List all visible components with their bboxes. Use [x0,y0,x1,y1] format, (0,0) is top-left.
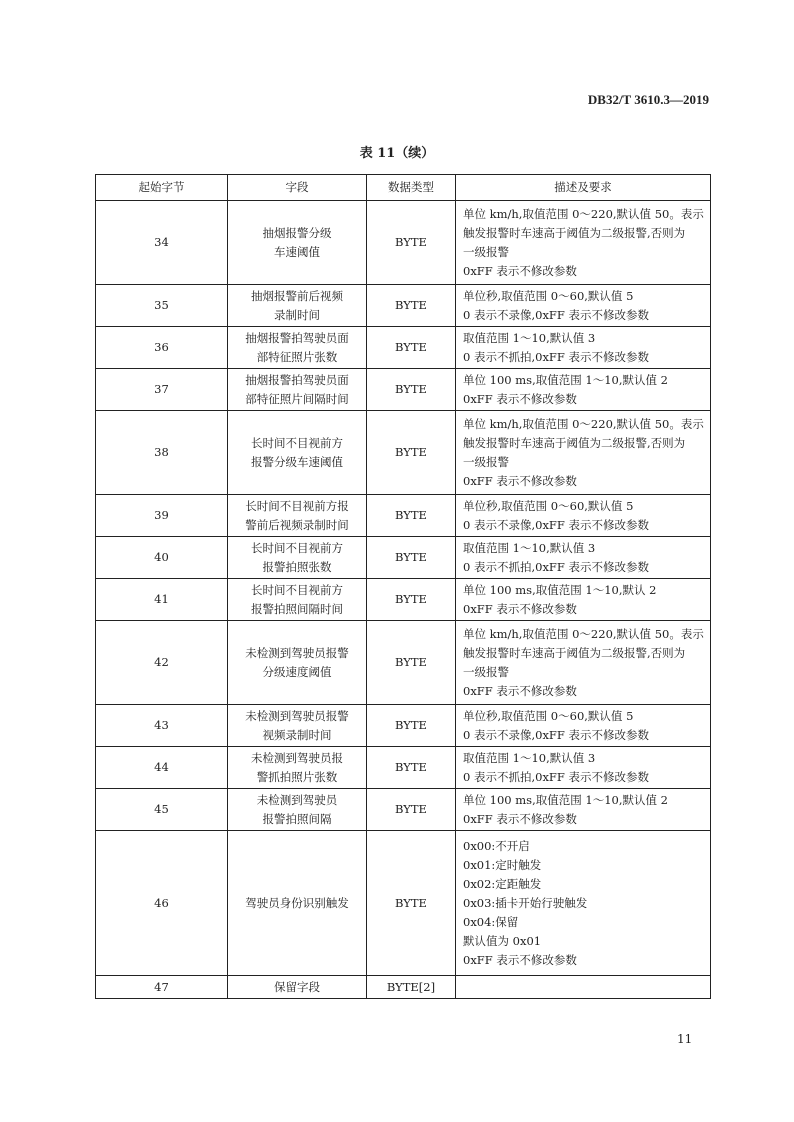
description-line: 0 表示不录像,0xFF 表示不修改参数 [463,727,650,742]
field-cell [228,411,367,495]
field-line: 长时间不目视前方 [251,540,343,555]
table-row [96,705,711,747]
description-cell [456,369,711,411]
start-byte-cell: 47 [96,976,228,999]
field-cell [228,789,367,831]
field-line: 长时间不目视前方 [251,435,343,450]
field-line: 未检测到驾驶员报警 [245,645,349,660]
description-cell [456,495,711,537]
start-byte-cell: 45 [96,789,228,831]
data-type-cell: BYTE [367,579,456,621]
table-row [96,495,711,537]
field-line: 车速阈值 [274,244,320,259]
data-type-cell: BYTE[2] [367,976,456,999]
field-cell [228,537,367,579]
table-row [96,285,711,327]
field-line: 部特征照片间隔时间 [245,391,349,406]
field-line: 未检测到驾驶员报警 [245,708,349,723]
data-type-cell: BYTE [367,411,456,495]
description-cell [456,831,711,976]
field-line: 报警拍照间隔时间 [251,601,343,616]
table-row [96,976,711,999]
start-byte-cell: 44 [96,747,228,789]
field-line: 视频录制时间 [262,727,332,742]
description-line: 单位 100 ms,取值范围 1～10,默认 2 [463,582,657,597]
description-line: 0x04:保留 [463,914,519,929]
description-cell [456,789,711,831]
table-row [96,621,711,705]
description-line: 0 表示不录像,0xFF 表示不修改参数 [463,307,650,322]
description-line: 一级报警 [463,454,509,469]
parameter-table [95,174,711,999]
description-line: 单位 km/h,取值范围 0～220,默认值 50。表示 [463,206,704,221]
field-line: 长时间不目视前方 [251,582,343,597]
description-line: 触发报警时车速高于阈值为二级报警,否则为 [463,435,686,450]
table-row [96,579,711,621]
data-type-cell: BYTE [367,621,456,705]
start-byte-cell: 46 [96,831,228,976]
start-byte-cell: 43 [96,705,228,747]
start-byte-cell: 41 [96,579,228,621]
standard-number: DB32/T 3610.3—2019 [587,92,709,107]
field-line: 警前后视频录制时间 [245,517,349,532]
description-line: 0xFF 表示不修改参数 [463,473,577,488]
field-line: 抽烟报警拍驾驶员面 [245,330,349,345]
table-row [96,411,711,495]
description-line: 0x03:插卡开始行驶触发 [463,895,588,910]
field-cell [228,621,367,705]
start-byte-cell: 35 [96,285,228,327]
data-type-cell: BYTE [367,705,456,747]
field-line: 警抓拍照片张数 [256,769,338,784]
field-line: 长时间不目视前方报 [245,498,349,513]
field-cell [228,579,367,621]
description-cell [456,621,711,705]
data-type-cell: BYTE [367,201,456,285]
description-line: 触发报警时车速高于阈值为二级报警,否则为 [463,645,686,660]
description-line: 单位秒,取值范围 0～60,默认值 5 [463,288,634,303]
description-cell [456,976,711,999]
description-line: 单位秒,取值范围 0～60,默认值 5 [463,708,634,723]
description-line: 单位 100 ms,取值范围 1～10,默认值 2 [463,792,668,807]
description-cell [456,201,711,285]
table-row [96,747,711,789]
field-cell [228,495,367,537]
field-cell [228,285,367,327]
table-row [96,201,711,285]
data-type-cell: BYTE [367,831,456,976]
description-line: 取值范围 1～10,默认值 3 [463,750,596,765]
description-line: 0 表示不抓拍,0xFF 表示不修改参数 [463,349,650,364]
description-line: 取值范围 1～10,默认值 3 [463,330,596,345]
start-byte-cell: 39 [96,495,228,537]
start-byte-cell: 40 [96,537,228,579]
field-cell [228,831,367,976]
field-line: 报警分级车速阈值 [251,454,343,469]
table-row [96,789,711,831]
field-line: 保留字段 [274,979,320,994]
field-line: 部特征照片张数 [256,349,338,364]
field-cell [228,327,367,369]
description-line: 0xFF 表示不修改参数 [463,601,577,616]
data-type-cell: BYTE [367,789,456,831]
column-header: 描述及要求 [456,175,711,201]
field-line: 报警拍照张数 [262,559,332,574]
description-line: 0xFF 表示不修改参数 [463,263,577,278]
data-type-cell: BYTE [367,537,456,579]
description-line: 一级报警 [463,664,509,679]
field-line: 分级速度阈值 [262,664,332,679]
field-line: 未检测到驾驶员 [256,792,338,807]
field-line: 报警拍照间隔 [262,811,332,826]
description-line: 0xFF 表示不修改参数 [463,391,577,406]
description-cell [456,747,711,789]
description-line: 0xFF 表示不修改参数 [463,952,577,967]
data-type-cell: BYTE [367,327,456,369]
description-cell [456,537,711,579]
table-row [96,327,711,369]
page-number: 11 [677,1032,693,1046]
start-byte-cell: 37 [96,369,228,411]
table-title: 表 11（续） [359,146,435,161]
field-line: 未检测到驾驶员报 [251,750,343,765]
field-line: 驾驶员身份识别触发 [245,895,349,910]
description-line: 0x02:定距触发 [463,876,542,891]
description-line: 取值范围 1～10,默认值 3 [463,540,596,555]
table-row [96,369,711,411]
field-line: 抽烟报警分级 [262,225,332,240]
description-line: 0x01:定时触发 [463,857,542,872]
start-byte-cell: 42 [96,621,228,705]
field-line: 抽烟报警拍驾驶员面 [245,372,349,387]
description-line: 单位 km/h,取值范围 0～220,默认值 50。表示 [463,626,704,641]
description-cell [456,705,711,747]
field-cell [228,369,367,411]
data-type-cell: BYTE [367,285,456,327]
description-line: 0 表示不抓拍,0xFF 表示不修改参数 [463,769,650,784]
start-byte-cell: 36 [96,327,228,369]
field-cell [228,201,367,285]
table-row [96,831,711,976]
column-header: 字段 [228,175,367,201]
data-type-cell: BYTE [367,369,456,411]
field-line: 录制时间 [274,307,320,322]
description-line: 默认值为 0x01 [463,933,542,948]
column-header: 数据类型 [367,175,456,201]
description-line: 单位 km/h,取值范围 0～220,默认值 50。表示 [463,416,704,431]
field-cell [228,747,367,789]
field-cell [228,705,367,747]
field-line: 抽烟报警前后视频 [251,288,343,303]
description-line: 0 表示不录像,0xFF 表示不修改参数 [463,517,650,532]
start-byte-cell: 34 [96,201,228,285]
description-line: 0x00:不开启 [463,838,530,853]
description-line: 0 表示不抓拍,0xFF 表示不修改参数 [463,559,650,574]
description-cell [456,411,711,495]
description-line: 触发报警时车速高于阈值为二级报警,否则为 [463,225,686,240]
data-type-cell: BYTE [367,747,456,789]
description-cell [456,579,711,621]
description-line: 单位秒,取值范围 0～60,默认值 5 [463,498,634,513]
description-cell [456,327,711,369]
description-line: 一级报警 [463,244,509,259]
start-byte-cell: 38 [96,411,228,495]
column-header: 起始字节 [96,175,228,201]
data-type-cell: BYTE [367,495,456,537]
description-line: 0xFF 表示不修改参数 [463,683,577,698]
field-cell [228,976,367,999]
description-line: 单位 100 ms,取值范围 1～10,默认值 2 [463,372,668,387]
table-row [96,537,711,579]
description-cell [456,285,711,327]
description-line: 0xFF 表示不修改参数 [463,811,577,826]
